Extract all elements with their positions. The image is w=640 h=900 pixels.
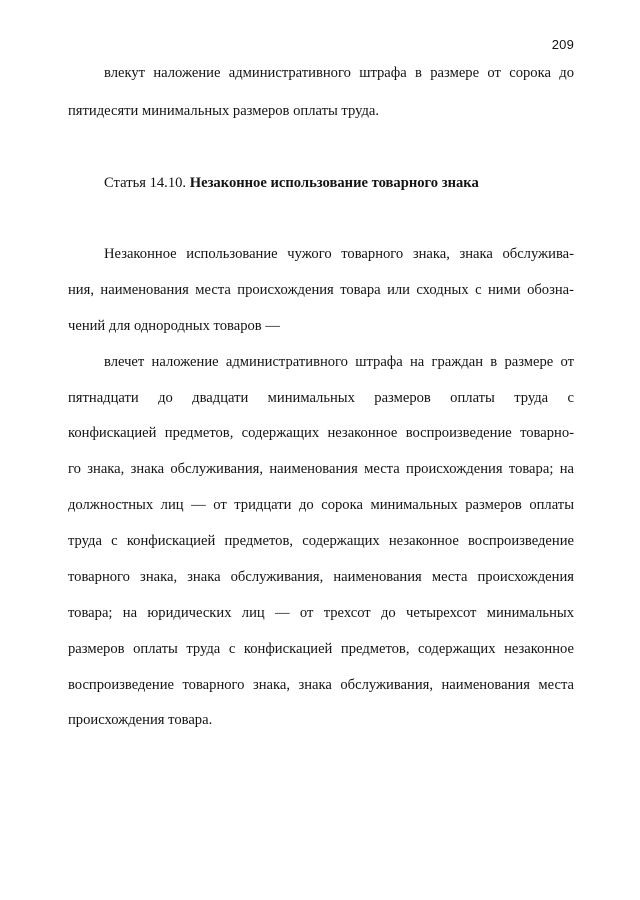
- sanction-line-8: товара; на юридических лиц — от трехсот до четырехсот минимальных: [68, 605, 574, 621]
- article-title: Незаконное использование товарного знака: [189, 175, 479, 191]
- sanction-line-3: конфискацией предметов, содержащих незаконное воспроизведение товарно-: [68, 425, 574, 441]
- article-heading: [104, 173, 479, 193]
- sanction-line-9: размеров оплаты труда с конфискацией предметов, содержащих незаконное: [68, 641, 574, 657]
- disposition-line-2: ния, наименования места происхождения товара или сходных с ними обозна-: [68, 282, 574, 298]
- sanction-line-10: воспроизведение товарного знака, знака обслуживания, наименования места: [68, 677, 574, 693]
- sanction-line-1: влечет наложение административного штрафа на граждан в размере от: [104, 354, 574, 370]
- sanction-line-5: должностных лиц — от тридцати до сорока минимальных размеров оплаты: [68, 497, 574, 513]
- article-label: Статья 14.10.: [104, 175, 187, 191]
- sanction-line-2: пятнадцати до двадцати минимальных размеров оплаты труда с: [68, 390, 574, 406]
- disposition-line-1: Незаконное использование чужого товарного знака, знака обслужива-: [104, 246, 574, 262]
- disposition-line-3: чений для однородных товаров —: [68, 318, 280, 334]
- intro-line-2: пятидесяти минимальных размеров оплаты труда.: [68, 103, 379, 119]
- sanction-line-7: товарного знака, знака обслуживания, наименования места происхождения: [68, 569, 574, 585]
- sanction-line-11: происхождения товара.: [68, 712, 213, 728]
- intro-line-1: влекут наложение административного штрафа в размере от сорока до: [104, 65, 574, 81]
- sanction-line-4: го знака, знака обслуживания, наименования места происхождения товара; на: [68, 461, 574, 477]
- page-number: 209: [551, 37, 574, 52]
- sanction-line-6: труда с конфискацией предметов, содержащих незаконное воспроизведение: [68, 533, 574, 549]
